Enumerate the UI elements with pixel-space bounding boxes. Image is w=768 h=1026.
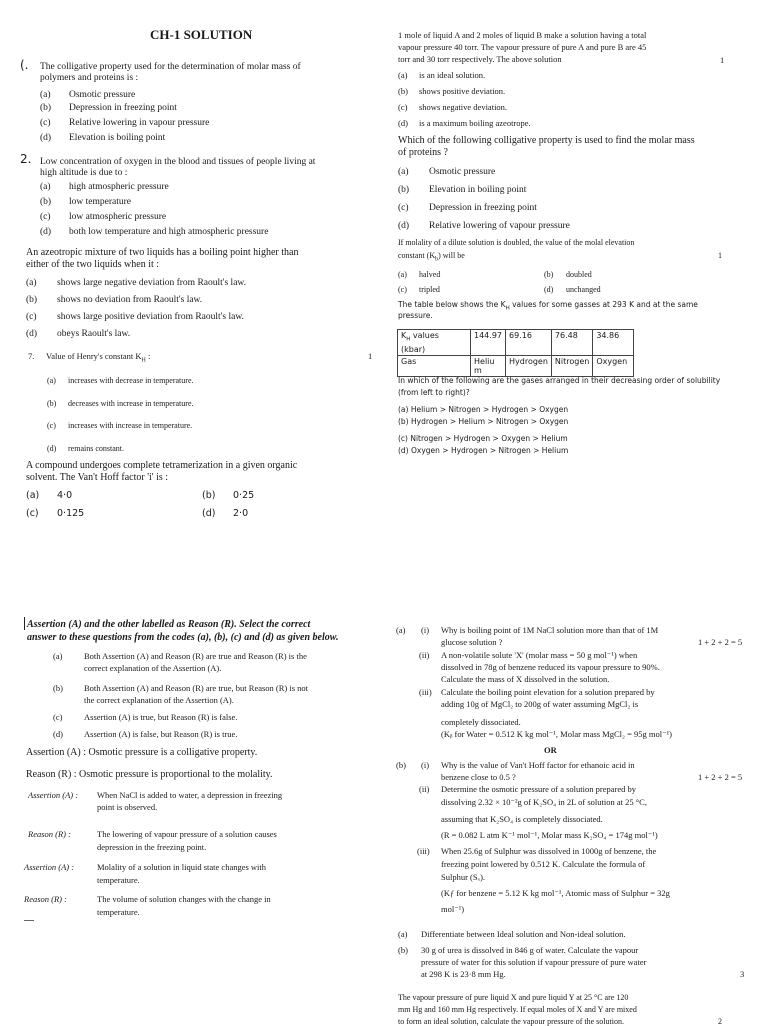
option-label: (b) [40,103,52,113]
option-label: (a) [398,270,407,279]
option-text: increases with increase in temperature. [68,421,193,430]
question-stem: If molality of a dilute solution is doubled, the value of the molal elevation [398,238,635,247]
option-label: (d) [47,444,57,453]
question-stem: (from left to right)? [398,388,470,397]
option-text: is an ideal solution. [419,70,486,80]
option-label: (c) [47,421,56,430]
option-text: low temperature [69,197,131,207]
option-label: (b) [26,295,38,305]
reason: Reason (R) : Osmotic pressure is proportional to the molality. [26,769,273,780]
question-text: Calculate the boiling point elevation for a solution prepared by [441,687,655,697]
option-label: (c) [398,203,409,213]
question-text: pressure of water for this solution if vapour pressure of pure water [421,957,647,967]
question-text: mol⁻¹) [441,904,465,914]
part-label: (a) [396,625,406,635]
question-stem: solvent. The Van't Hoff factor 'i' is : [26,472,169,483]
option-text: doubled [566,270,592,279]
reason-label: Reason (R) : [24,894,67,904]
sub-label: (iii) [419,687,432,697]
code-text: Both Assertion (A) and Reason (R) are true, but Reason (R) is not [84,683,309,693]
sub-label: (i) [421,625,430,635]
question-text: dissolved in 78g of benzene reduced its vapour pressure to 90%. [441,662,660,672]
option-text: unchanged [566,285,601,294]
option-text: shows large positive deviation from Raoult's law. [57,312,244,322]
table-cell: 76.48 [551,330,592,356]
code-label: (d) [53,729,63,739]
part-label: (a) [398,929,408,939]
assertion-text: temperature. [97,875,140,885]
table-cell: 144.97 [471,330,506,356]
sub-label: (i) [421,760,430,770]
option-text: shows positive deviation. [419,86,506,96]
question-text: The vapour pressure of pure liquid X and pure liquid Y at 25 °C are 120 [398,993,629,1002]
option-label: (b) [202,490,216,501]
sub-label: (ii) [419,650,430,660]
question-stem: An azeotropic mixture of two liquids has a boiling point higher than [26,247,299,258]
option-text: Elevation is boiling point [69,133,166,143]
question-text: benzene close to 0.5 ? [441,772,516,782]
option-text: Osmotic pressure [429,167,496,177]
table-cell: Gas [398,355,471,376]
option-label: (b) [398,86,408,96]
bracket-mark [24,617,25,630]
option-label: (d) [26,329,38,339]
option-label: (d) [40,227,52,237]
table-row [398,355,634,376]
sub-label: (ii) [419,784,430,794]
marks: 1 [718,251,722,260]
question-text: to form an ideal solution, calculate the vapour pressure of the solution. [398,1017,624,1026]
option-text: Depression in freezing point [429,203,537,213]
part-label: (b) [398,945,408,955]
option-label: (b) [398,185,410,195]
instructions: answer to these questions from the codes (a), (b), (c) and (d) as given below. [27,632,339,643]
assertion-label: Assertion (A) : [28,790,79,800]
option-label: (c) [26,312,37,322]
part-label: (b) [396,760,406,770]
table-cell: $K_H$ values (kbar) [398,330,471,356]
option-text: (b) Hydrogen > Helium > Nitrogen > Oxygen [398,417,569,426]
question-stem: polymers and proteins is : [40,73,139,83]
option-text: 0·125 [57,508,85,519]
table-cell: Oxygen [593,355,634,376]
option-label: (c) [398,102,408,112]
option-text: (a) Helium > Nitrogen > Hydrogen > Oxygen [398,405,569,414]
option-label: (a) [26,278,37,288]
option-text: remains constant. [68,444,124,453]
question-text: assuming that K₂SO₄ is completely dissociated. [441,814,603,824]
code-label: (a) [53,651,63,661]
option-text: low atmospheric pressure [69,212,167,222]
option-text: shows large negative deviation from Raoult's law. [57,278,247,288]
option-text: (c) Nitrogen > Hydrogen > Oxygen > Helium [398,434,568,443]
marks: 1 [720,55,725,65]
question-stem: In which of the following are the gases arranged in their decreasing order of solubility [398,376,721,385]
table-row [398,330,634,356]
option-text: increases with decrease in temperature. [68,376,194,385]
option-label: (d) [40,133,52,143]
question-stem: Low concentration of oxygen in the blood and tissues of people living at [40,157,316,167]
question-text: glucose solution ? [441,637,503,647]
question-stem: The colligative property used for the determination of molar mass of [40,62,301,72]
option-label: (c) [26,508,39,519]
question-text: A non-volatile solute 'X' (molar mass = 50 g mol⁻¹) when [441,650,638,660]
question-stem: high altitude is due to : [40,168,128,178]
option-label: (b) [40,197,52,207]
option-label: (a) [47,376,56,385]
option-text: Elevation in boiling point [429,185,527,195]
reason-label: Reason (R) : [28,829,71,839]
option-label: (d) [398,118,408,128]
question-stem: A compound undergoes complete tetramerization in a given organic [26,460,298,471]
question-stem: of proteins ? [398,147,448,158]
option-label: (d) [544,285,554,294]
option-text: shows negative deviation. [419,102,508,112]
question-text: Sulphur (Sₓ). [441,872,486,882]
option-label: (c) [40,118,51,128]
question-stem: vapour pressure 40 torr. The vapour pressure of pure A and pure B are 45 [398,42,647,52]
option-text: decreases with increase in temperature. [68,399,194,408]
question-stem: Value of Henry's constant $K_H$ : [46,351,151,364]
question-text: Why is boiling point of 1M NaCl solution more than that of 1M [441,625,659,635]
option-text: 0·25 [233,490,255,501]
code-label: (c) [53,712,63,722]
question-text: When 25.6g of Sulphur was dissolved in 1000g of benzene, the [441,846,657,856]
option-text: both low temperature and high atmospheric pressure [69,227,269,237]
page-title: CH-1 SOLUTION [150,27,253,42]
option-text: high atmospheric pressure [69,182,169,192]
option-label: (a) [398,70,408,80]
option-text: obeys Raoult's law. [57,329,131,339]
question-stem: 1 mole of liquid A and 2 moles of liquid B make a solution having a total [398,30,647,40]
question-text: Differentiate between Ideal solution and Non-ideal solution. [421,929,626,939]
option-text: shows no deviation from Raoult's law. [57,295,203,305]
question-text: Calculate the mass of X dissolved in the solution. [441,674,610,684]
question-text: dissolving 2.32 × 10⁻²g of K₂SO₄ in 2L of solution at 25 °C, [441,797,647,807]
marks: 3 [740,969,745,979]
question-stem: The table below shows the $K_H$ values for some gasses at 293 K and at the same [398,300,698,312]
table-cell: 34.86 [593,330,634,356]
question-text: adding 10g of MgCl₂ to 200g of water assuming MgCl₂ is [441,699,639,709]
table-cell: Nitrogen [551,355,592,376]
option-text: 2·0 [233,508,249,519]
code-label: (b) [53,683,63,693]
reason-text: depression in the freezing point. [97,842,207,852]
question-text: 30 g of urea is dissolved in 846 g of water. Calculate the vapour [421,945,639,955]
or-separator: OR [544,745,557,755]
option-label: (a) [26,490,40,501]
table-cell: Hydrogen [506,355,552,376]
question-stem: pressure. [398,311,433,320]
option-label: (b) [47,399,57,408]
question-stem: constant $(K_b)$ will be [398,251,465,263]
sub-label: (iii) [417,846,430,856]
assertion: Assertion (A) : Osmotic pressure is a colligative property. [26,747,258,758]
option-text: tripled [419,285,440,294]
code-text: correct explanation of the Assertion (A). [84,663,222,673]
question-number: (. [20,58,29,72]
question-text: mm Hg and 160 mm Hg respectively. If equal moles of X and Y are mixed [398,1005,637,1014]
question-number: 2. [20,152,32,166]
question-number: 7. [28,351,35,361]
option-text: (d) Oxygen > Hydrogen > Nitrogen > Helium [398,446,569,455]
option-text: Osmotic pressure [69,90,136,100]
option-label: (d) [202,508,216,519]
option-label: (c) [40,212,51,222]
marks: 1 + 2 + 2 = 5 [698,772,743,782]
code-text: Assertion (A) is false, but Reason (R) is true. [84,729,238,739]
assertion-text: point is observed. [97,802,158,812]
code-text: Assertion (A) is true, but Reason (R) is false. [84,712,238,722]
code-text: Both Assertion (A) and Reason (R) are true and Reason (R) is the [84,651,307,661]
instructions: Assertion (A) and the other labelled as Reason (R). Select the correct [27,619,311,630]
marks: 2 [718,1017,722,1026]
reason-text: The volume of solution changes with the change in [97,894,271,904]
assertion-text: Molality of a solution in liquid state changes with [97,862,267,872]
option-label: (d) [398,221,410,231]
question-text: (R = 0.082 L atm K⁻¹ mol⁻¹, Molar mass K₂SO₄ = 174g mol⁻¹) [441,830,658,840]
option-text: Relative lowering of vapour pressure [429,221,570,231]
marks: 1 [368,351,373,361]
option-label: (b) [544,270,554,279]
option-label: (a) [398,167,409,177]
table-cell: 69.16 [506,330,552,356]
table-cell: Heliu m [471,355,506,376]
reason-text: The lowering of vapour pressure of a solution causes [97,829,277,839]
question-stem: torr and 30 torr respectively. The above solution [398,54,562,64]
option-text: Relative lowering in vapour pressure [69,118,210,128]
reason-text: temperature. [97,907,140,917]
marks: 1 + 2 + 2 = 5 [698,637,743,647]
question-text: Why is the value of Van't Hoff factor for ethanoic acid in [441,760,635,770]
question-text: (Kƒ for benzene = 5.12 K kg mol⁻¹, Atomic mass of Sulphur = 32g [441,888,670,898]
code-text: the correct explanation of the Assertion (A). [84,695,234,705]
assertion-label: Assertion (A) : [24,862,75,872]
option-label: (a) [40,182,51,192]
question-text: at 298 K is 23·8 mm Hg. [421,969,506,979]
assertion-text: When NaCl is added to water, a depression in freezing [97,790,283,800]
question-text: (Kᵦ for Water = 0.512 K kg mol⁻¹, Molar mass MgCl₂ = 95g mol⁻¹) [441,729,672,739]
option-text: 4·0 [57,490,73,501]
question-text: Determine the osmotic pressure of a solution prepared by [441,784,636,794]
option-text: is a maximum boiling azeotrope. [419,118,531,128]
question-text: completely dissociated. [441,717,521,727]
kh-values-table [397,329,634,377]
divider [24,920,34,921]
question-stem: Which of the following colligative property is used to find the molar mass [398,135,695,146]
question-stem: either of the two liquids when it : [26,259,160,270]
question-text: freezing point lowered by 0.512 K. Calculate the formula of [441,859,646,869]
option-text: halved [419,270,441,279]
option-label: (a) [40,90,51,100]
option-text: Depression in freezing point [69,103,177,113]
option-label: (c) [398,285,407,294]
